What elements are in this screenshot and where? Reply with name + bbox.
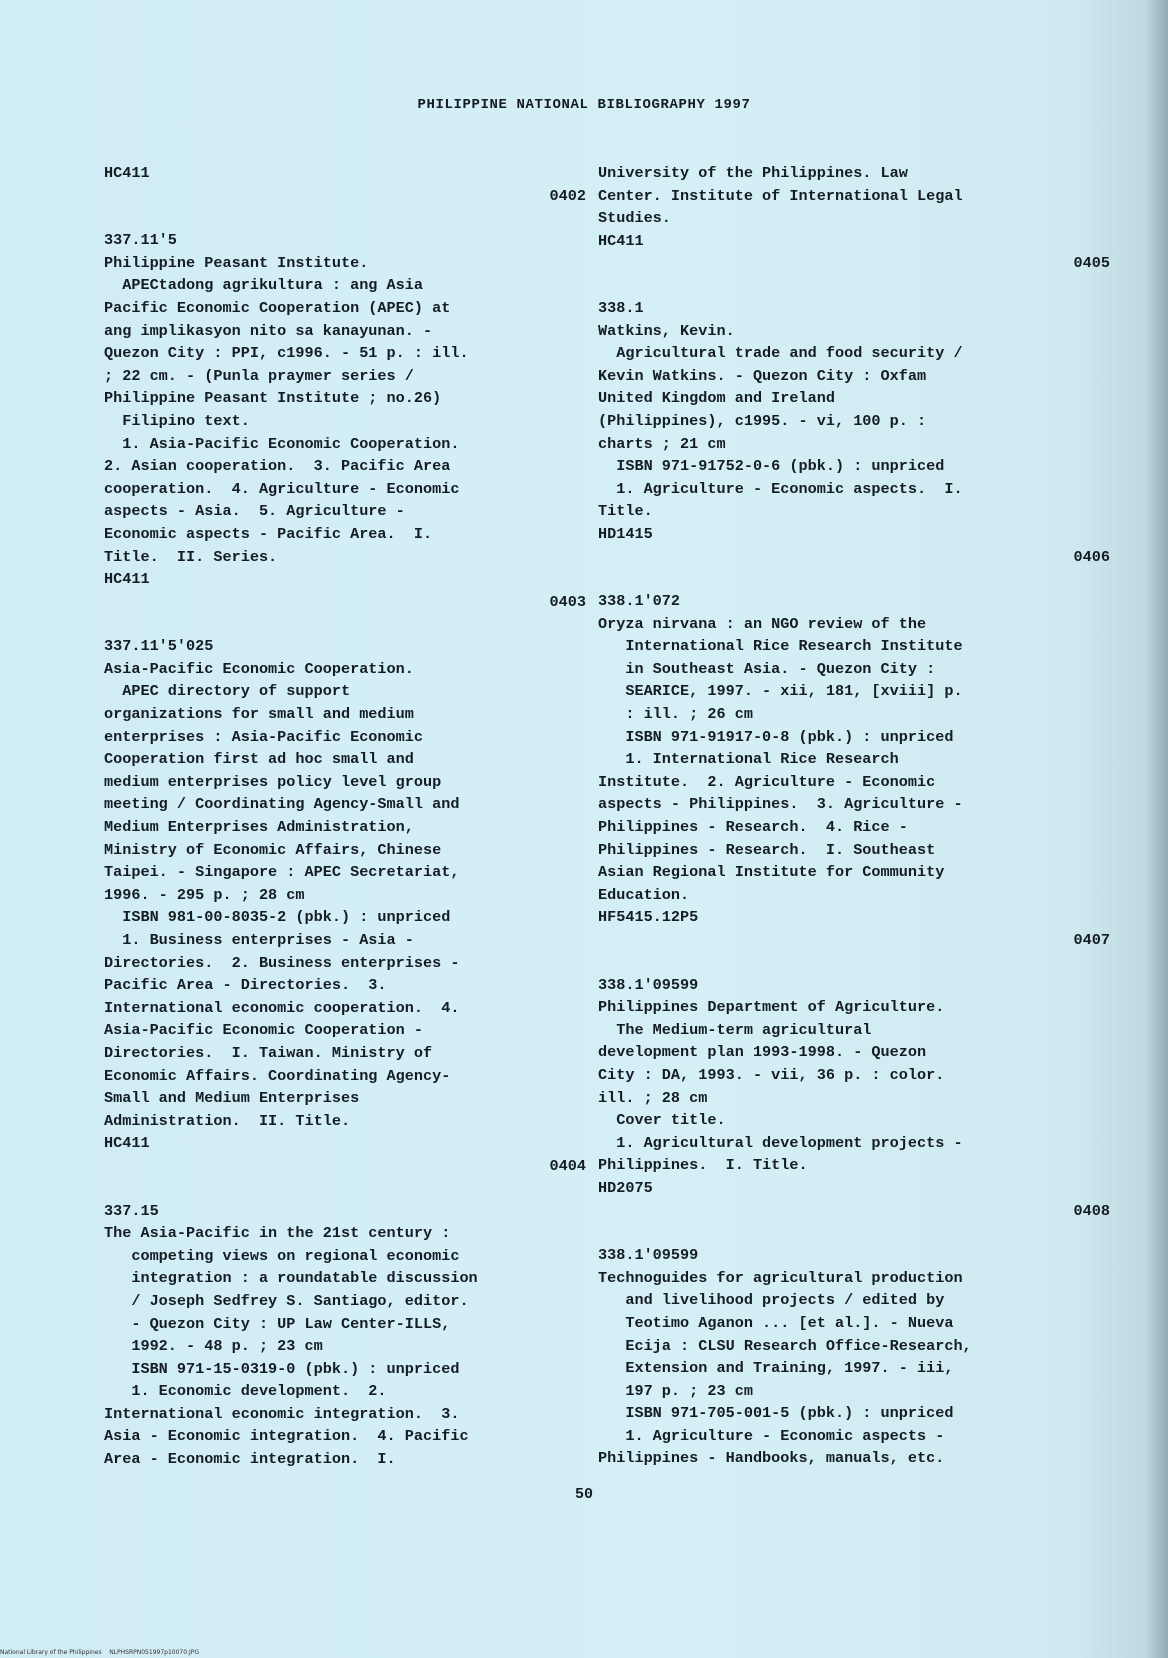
entry-text-line: Area - Economic integration. I. [104,1450,396,1469]
entry-text-line: 1. International Rice Research [598,750,899,769]
entry-text-line: development plan 1993-1998. - Quezon [598,1043,927,1062]
entry-text-line: 1992. - 48 p. ; 23 cm [104,1337,323,1356]
call-number: HD1415 [598,524,653,543]
bibliography-entry [598,162,1118,230]
entry-text-line: ill. ; 28 cm [598,1088,708,1107]
entry-text-line: cooperation. 4. Agriculture - Economic [104,479,460,498]
entry-text-line: 1. Asia-Pacific Economic Cooperation. [104,434,460,453]
entry-text-line: Pacific Area - Directories. 3. [104,976,387,995]
entry-text-line: Quezon City : PPI, c1996. - 51 p. : ill. [104,344,469,363]
entry-text-line: Filipino text. [104,411,250,430]
entry-text-line: Medium Enterprises Administration, [104,818,414,837]
entry-text-line: ISBN 981-00-8035-2 (pbk.) : unpriced [104,908,451,927]
call-number: HC411 [104,570,150,589]
entry-text-line: Technoguides for agricultural production [598,1268,963,1287]
entry-text-line: Philippines - Research. I. Southeast [598,840,936,859]
entry-text-line: Directories. I. Taiwan. Ministry of [104,1043,433,1062]
entry-text-line: Asia - Economic integration. 4. Pacific [104,1427,469,1446]
entry-text-line: Extension and Training, 1997. - iii, [598,1359,954,1378]
entry-text-line: 1. Economic development. 2. [104,1382,387,1401]
entry-text-line: 1. Agriculture - Economic aspects. I. [598,479,963,498]
entry-number: 0402 [549,186,586,205]
entry-text-line: integration : a roundatable discussion [104,1269,478,1288]
entry-text-line: Teotimo Aganon ... [et al.]. - Nueva [598,1313,954,1332]
entry-text-line: Philippine Peasant Institute. [104,253,369,272]
classification-number: 337.15 [104,1201,159,1220]
call-number: HF5415.12P5 [598,908,699,927]
entry-number: 0406 [1073,547,1110,566]
call-number: HC411 [104,1134,150,1153]
entry-text-line: 197 p. ; 23 cm [598,1381,753,1400]
entry-text-line: SEARICE, 1997. - xii, 181, [xviii] p. [598,682,963,701]
entry-text-line: The Asia-Pacific in the 21st century : [104,1224,451,1243]
entry-text-line: meeting / Coordinating Agency-Small and [104,795,460,814]
entry-text-line: organizations for small and medium [104,705,414,724]
entry-text-line: Asia-Pacific Economic Cooperation. [104,659,414,678]
entry-text-line: / Joseph Sedfrey S. Santiago, editor. [104,1291,469,1310]
entry-text-line: Education. [598,885,690,904]
entry-text-line: 2. Asian cooperation. 3. Pacific Area [104,457,451,476]
entry-text-line: Center. Institute of International Legal [598,186,963,205]
entry-text-line: medium enterprises policy level group [104,772,442,791]
entry-text-line: Philippine Peasant Institute ; no.26) [104,389,442,408]
entry-text-line: enterprises : Asia-Pacific Economic [104,727,423,746]
entry-text-line: aspects - Asia. 5. Agriculture - [104,502,405,521]
entry-text-line: The Medium-term agricultural [598,1020,872,1039]
entry-text-line: Watkins, Kevin. [598,321,735,340]
entry-text-line: International economic integration. 3. [104,1404,460,1423]
bibliography-entry [598,523,1118,907]
entry-text-line: 1. Business enterprises - Asia - [104,931,414,949]
entry-text-line: Cover title. [598,1111,726,1130]
entry-text-line: International Rice Research Institute [598,637,963,656]
entry-text-line: Ecija : CLSU Research Office-Research, [598,1336,972,1355]
entry-text-line: City : DA, 1993. - vii, 36 p. : color. [598,1065,945,1084]
bibliography-entry [104,162,594,568]
entry-text-line: Asia-Pacific Economic Cooperation - [104,1021,423,1040]
entry-text-line: Pacific Economic Cooperation (APEC) at [104,298,451,317]
classification-number: 337.11'5'025 [104,637,214,656]
entry-text-line: competing views on regional economic [104,1246,460,1265]
call-number: HC411 [104,164,150,182]
entry-text-line: Directories. 2. Business enterprises - [104,953,460,972]
entry-number: 0407 [1073,931,1110,949]
entry-text-line: APEC directory of support [104,682,351,701]
entry-text-line: and livelihood projects / edited by [598,1291,945,1310]
bibliography-entry [104,568,594,1132]
entry-text-line: Administration. II. Title. [104,1111,351,1130]
bibliography-entry [598,906,1118,1177]
entry-number: 0403 [549,592,586,611]
entry-text-line: Studies. [598,209,671,228]
entry-text-line: Philippines - Research. 4. Rice - [598,818,908,837]
entry-text-line: 1. Agriculture - Economic aspects - [598,1426,945,1445]
entry-text-line: Cooperation first ad hoc small and [104,750,414,769]
entry-text-line: Agricultural trade and food security / [598,344,963,363]
call-number: HC411 [598,231,644,250]
entry-text-line: 1. Agricultural development projects - [598,1133,963,1152]
bibliography-entry [104,1132,594,1470]
entry-text-line: APECtadong agrikultura : ang Asia [104,276,423,295]
entry-text-line: ang implikasyon nito sa kanayunan. - [104,321,433,340]
entry-text-line: ; 22 cm. - (Punla praymer series / [104,366,414,385]
entry-text-line: Philippines Department of Agriculture. [598,998,945,1017]
classification-number: 337.11'5 [104,231,177,250]
entry-text-line: ISBN 971-705-001-5 (pbk.) : unpriced [598,1404,954,1423]
entry-text-line: United Kingdom and Ireland [598,389,835,408]
entry-text-line: 1996. - 295 p. ; 28 cm [104,885,305,904]
entry-text-line: Kevin Watkins. - Quezon City : Oxfam [598,366,927,385]
entry-number: 0405 [1073,254,1110,273]
classification-number: 338.1'072 [598,592,681,611]
classification-number: 338.1'09599 [598,975,699,994]
classification-number: 338.1 [598,298,644,317]
entry-number: 0408 [1073,1201,1110,1220]
entry-text-line: Economic Affairs. Coordinating Agency- [104,1066,451,1085]
entry-text-line: Small and Medium Enterprises [104,1089,360,1108]
entry-text-line: Institute. 2. Agriculture - Economic [598,772,936,791]
entry-number: 0404 [549,1156,586,1175]
entry-text-line: in Southeast Asia. - Quezon City : [598,659,936,678]
page-number: 50 [574,1486,593,1503]
entry-text-line: Philippines. I. Title. [598,1156,808,1175]
page-edge-shadow [1146,0,1168,1658]
call-number: HD2075 [598,1178,653,1197]
left-column [104,162,594,1471]
entry-text-line: Philippines - Handbooks, manuals, etc. [598,1449,945,1468]
entry-text-line: charts ; 21 cm [598,434,726,453]
entry-text-line: Ministry of Economic Affairs, Chinese [104,840,442,859]
entry-text-line: ISBN 971-15-0319-0 (pbk.) : unpriced [104,1359,460,1378]
entry-text-line: ISBN 971-91917-0-8 (pbk.) : unpriced [598,727,954,746]
right-column [598,162,1118,1470]
entry-text-line: Asian Regional Institute for Community [598,863,945,882]
entry-text-line: International economic cooperation. 4. [104,998,460,1017]
entry-text-line: Oryza nirvana : an NGO review of the [598,614,927,633]
entry-text-line: University of the Philippines. Law [598,164,908,182]
entry-text-line: : ill. ; 26 cm [598,705,753,724]
scan-footer: National Library of the Philippines NLPHSRPN051997p10070.JPG [0,1649,199,1656]
entry-text-line: Taipei. - Singapore : APEC Secretariat, [104,863,460,882]
entry-text-line: aspects - Philippines. 3. Agriculture - [598,795,963,814]
entry-text-line: Economic aspects - Pacific Area. I. [104,524,433,543]
page-title: PHILIPPINE NATIONAL BIBLIOGRAPHY 1997 [417,97,751,113]
classification-number: 338.1'09599 [598,1246,699,1265]
entry-text-line: - Quezon City : UP Law Center-ILLS, [104,1314,451,1333]
entry-text-line: Title. [598,502,653,521]
bibliography-entry [598,1177,1118,1470]
entry-text-line: Title. II. Series. [104,547,278,566]
entry-text-line: (Philippines), c1995. - vi, 100 p. : [598,411,927,430]
bibliography-entry [598,230,1118,523]
entry-text-line: ISBN 971-91752-0-6 (pbk.) : unpriced [598,457,945,476]
